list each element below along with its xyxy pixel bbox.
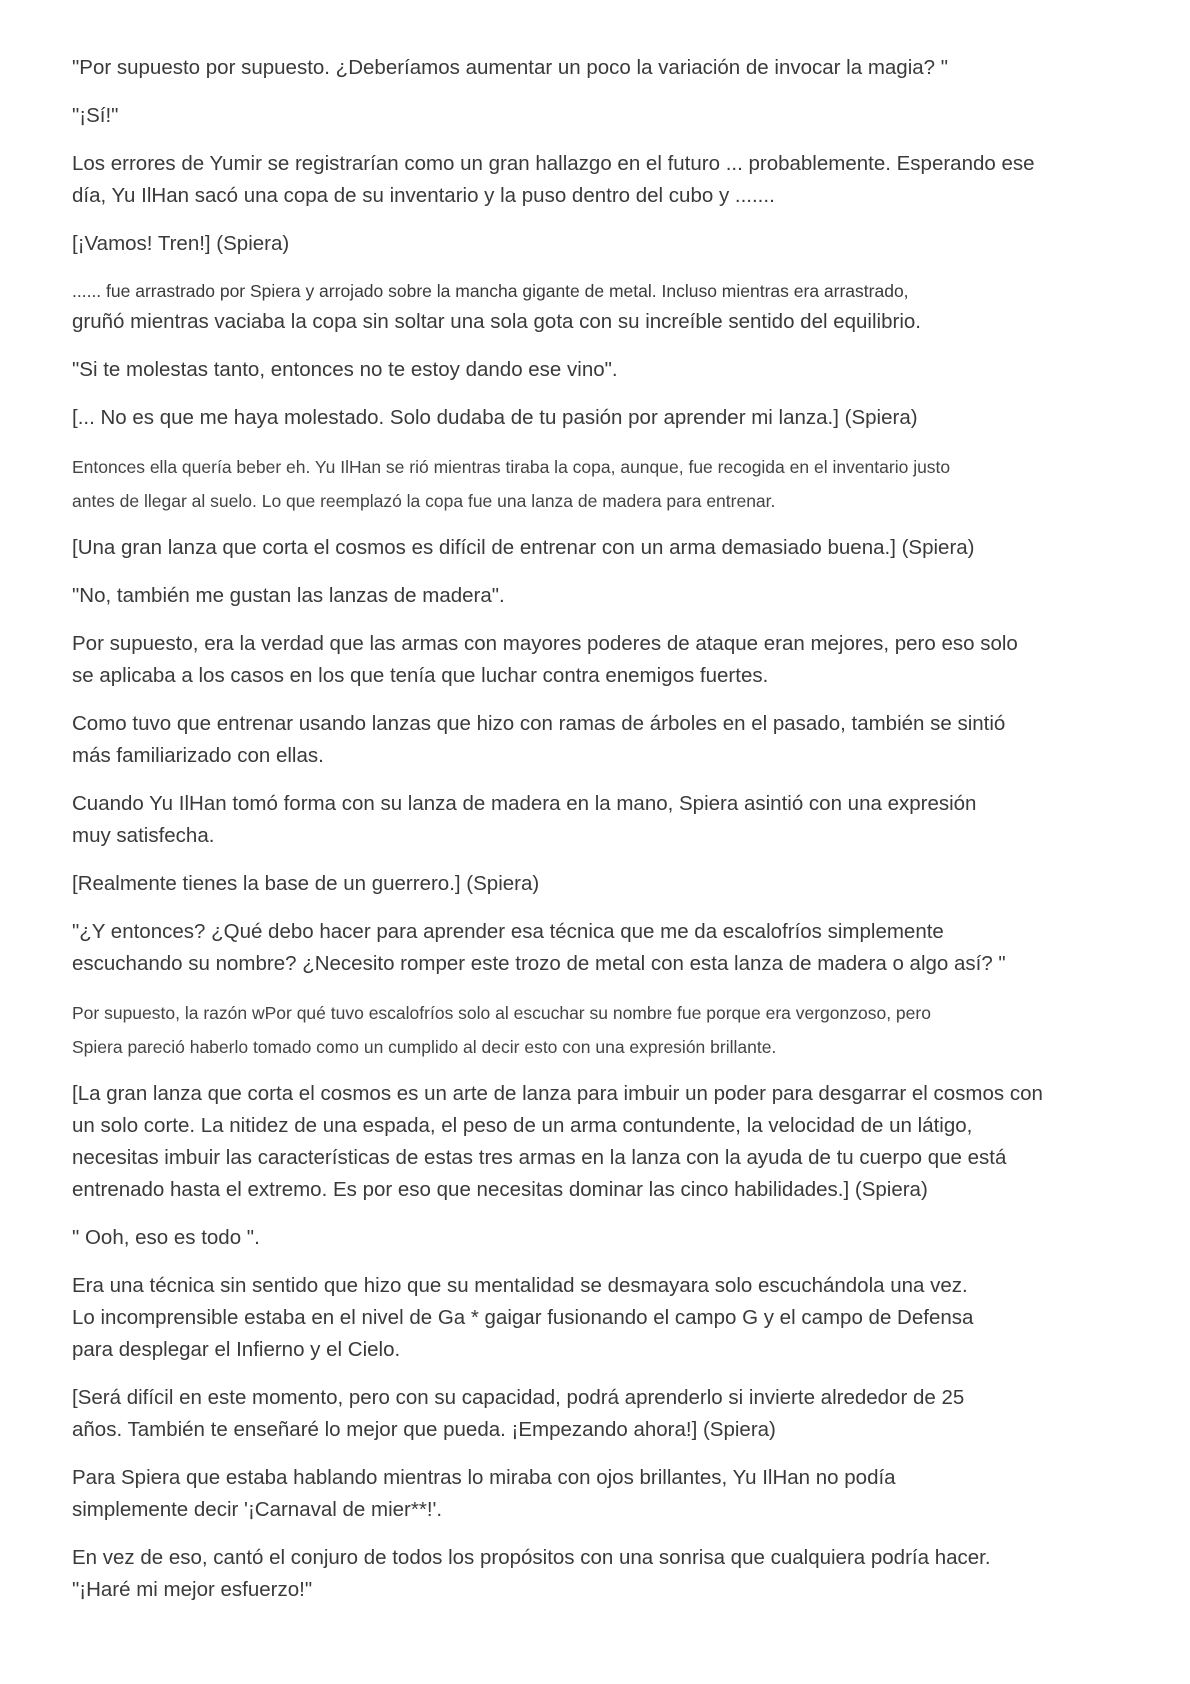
paragraph — [72, 450, 1132, 518]
paragraph — [72, 100, 1132, 132]
text-line: "No, también me gustan las lanzas de madera". — [72, 584, 505, 607]
text-line: Los errores de Yumir se registrarían como un gran hallazgo en el futuro ... probablemente. Esperando ese — [72, 152, 1035, 175]
text-line: "¿Y entonces? ¿Qué debo hacer para aprender esa técnica que me da escalofríos simplemente — [72, 920, 944, 943]
text-line: Era una técnica sin sentido que hizo que su mentalidad se desmayara solo escuchándola una vez. — [72, 1274, 968, 1297]
paragraph — [72, 532, 1132, 564]
document-body — [72, 52, 1132, 1606]
paragraph — [72, 996, 1132, 1064]
text-line: ...... fue arrastrado por Spiera y arrojado sobre la mancha gigante de metal. Incluso mientras era arrastrado, — [72, 281, 909, 301]
paragraph — [72, 276, 1132, 338]
paragraph — [72, 1382, 1132, 1446]
text-line: " Ooh, eso es todo ". — [72, 1226, 260, 1249]
paragraph — [72, 354, 1132, 386]
text-line: se aplicaba a los casos en los que tenía que luchar contra enemigos fuertes. — [72, 664, 769, 687]
text-line: día, Yu IlHan sacó una copa de su inventario y la puso dentro del cubo y ....... — [72, 184, 775, 207]
text-line: Como tuvo que entrenar usando lanzas que hizo con ramas de árboles en el pasado, también se sintió — [72, 712, 1006, 735]
paragraph — [72, 1270, 1132, 1366]
text-line: [... No es que me haya molestado. Solo dudaba de tu pasión por aprender mi lanza.] (Spiera) — [72, 406, 918, 429]
paragraph — [72, 628, 1132, 692]
text-line: simplemente decir '¡Carnaval de mier**!'. — [72, 1498, 443, 1521]
paragraph — [72, 228, 1132, 260]
paragraph — [72, 1222, 1132, 1254]
paragraph — [72, 708, 1132, 772]
text-line: Cuando Yu IlHan tomó forma con su lanza de madera en la mano, Spiera asintió con una expresión — [72, 792, 977, 815]
text-line: más familiarizado con ellas. — [72, 744, 324, 767]
text-line: Para Spiera que estaba hablando mientras lo miraba con ojos brillantes, Yu IlHan no podía — [72, 1466, 896, 1489]
text-line: escuchando su nombre? ¿Necesito romper este trozo de metal con esta lanza de madera o algo así? " — [72, 952, 1006, 975]
text-line: para desplegar el Infierno y el Cielo. — [72, 1338, 401, 1361]
paragraph — [72, 868, 1132, 900]
text-line: Lo incomprensible estaba en el nivel de Ga * gaigar fusionando el campo G y el campo de Defensa — [72, 1306, 974, 1329]
text-line: "Por supuesto por supuesto. ¿Deberíamos aumentar un poco la variación de invocar la magia? " — [72, 56, 949, 79]
text-line: En vez de eso, cantó el conjuro de todos los propósitos con una sonrisa que cualquiera podría hacer. — [72, 1546, 991, 1569]
text-line: "¡Sí!" — [72, 104, 119, 127]
text-line: [¡Vamos! Tren!] (Spiera) — [72, 232, 290, 255]
paragraph — [72, 1462, 1132, 1526]
text-line: Spiera pareció haberlo tomado como un cumplido al decir esto con una expresión brillante. — [72, 1037, 777, 1057]
text-line: Por supuesto, la razón wPor qué tuvo escalofríos solo al escuchar su nombre fue porque era vergonzoso, pero — [72, 1003, 931, 1023]
paragraph — [72, 1078, 1132, 1206]
text-line: un solo corte. La nitidez de una espada, el peso de un arma contundente, la velocidad de un látigo, — [72, 1114, 973, 1137]
text-line: "Si te molestas tanto, entonces no te estoy dando ese vino". — [72, 358, 618, 381]
paragraph — [72, 52, 1132, 84]
paragraph — [72, 402, 1132, 434]
text-line: "¡Haré mi mejor esfuerzo!" — [72, 1578, 313, 1601]
text-line: Entonces ella quería beber eh. Yu IlHan se rió mientras tiraba la copa, aunque, fue recogida en el inventario justo — [72, 457, 951, 477]
text-line: [Será difícil en este momento, pero con su capacidad, podrá aprenderlo si invierte alrededor de 25 — [72, 1386, 965, 1409]
paragraph — [72, 916, 1132, 980]
text-line: antes de llegar al suelo. Lo que reemplazó la copa fue una lanza de madera para entrenar. — [72, 491, 776, 511]
text-line: entrenado hasta el extremo. Es por eso que necesitas dominar las cinco habilidades.] (Spiera) — [72, 1178, 928, 1201]
paragraph — [72, 580, 1132, 612]
paragraph — [72, 1542, 1132, 1606]
text-line: necesitas imbuir las características de estas tres armas en la lanza con la ayuda de tu cuerpo que está — [72, 1146, 1007, 1169]
text-line: [Realmente tienes la base de un guerrero.] (Spiera) — [72, 872, 540, 895]
text-line: Por supuesto, era la verdad que las armas con mayores poderes de ataque eran mejores, pero eso solo — [72, 632, 1018, 655]
paragraph — [72, 788, 1132, 852]
text-line: años. También te enseñaré lo mejor que pueda. ¡Empezando ahora!] (Spiera) — [72, 1418, 776, 1441]
text-line: [Una gran lanza que corta el cosmos es difícil de entrenar con un arma demasiado buena.] (Spiera) — [72, 536, 975, 559]
document-page — [72, 52, 1132, 1622]
text-line: gruñó mientras vaciaba la copa sin soltar una sola gota con su increíble sentido del equilibrio. — [72, 310, 921, 333]
text-line: muy satisfecha. — [72, 824, 215, 847]
paragraph — [72, 148, 1132, 212]
text-line: [La gran lanza que corta el cosmos es un arte de lanza para imbuir un poder para desgarrar el cosmos con — [72, 1082, 1043, 1105]
